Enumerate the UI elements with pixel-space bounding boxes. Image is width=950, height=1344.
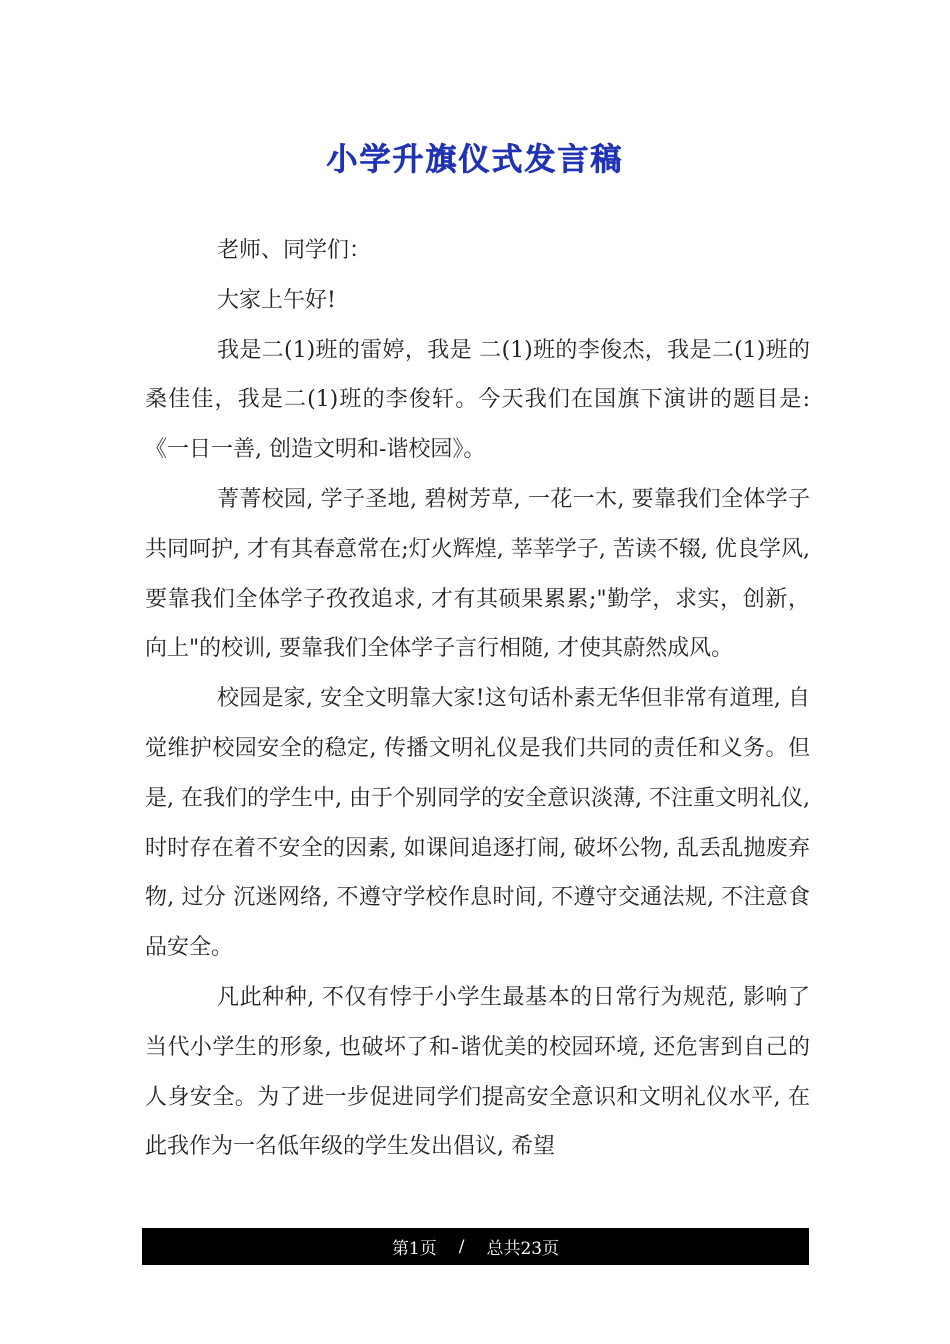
paragraph-introduction: 我是二(1)班的雷婷，我是 二(1)班的李俊杰，我是二(1)班的桑佳佳，我是二(1)班的李俊轩。今天我们在国旗下演讲的题目是:《一日一善, 创造文明和-谐校园》。: [145, 337, 810, 463]
paragraph-greeting: 老师、同学们：: [217, 238, 372, 263]
paragraph-salutation: 大家上午好!: [217, 287, 336, 313]
document-title: 小学升旗仪式发言稿: [326, 142, 624, 178]
page-total: 总共23页: [486, 1239, 560, 1259]
paragraph-safety: 校园是家, 安全文明靠大家!这句话朴素无华但非常有道理, 自觉维护校园安全的稳定, 传播文明礼仪是我们共同的责任和义务。但是, 在我们的学生中, 由于个别同学的安全意识淡薄, 不注重文明礼仪, 时时存在着不安全的因素, 如课间追逐打闹, 破坏公物, 乱丢乱抛废弃物, 过分 沉迷网络, 不遵守学校作息时间, 不遵守交通法规, 不注意食品安全。: [145, 686, 810, 961]
page-number: 第1页: [391, 1239, 437, 1259]
page-footer: [142, 1228, 809, 1265]
page-separator: /: [458, 1236, 465, 1257]
document-body: [145, 226, 810, 1172]
paragraph-proposal: 凡此种种, 不仅有悖于小学生最基本的日常行为规范, 影响了当代小学生的形象, 也破坏了和-谐优美的校园环境, 还危害到自己的人身安全。为了进一步促进同学们提高安全意识和文明礼仪水平, 在此我作为一名低年级的学生发出倡议, 希望: [145, 984, 810, 1160]
paragraph-campus: 菁菁校园, 学子圣地, 碧树芳草, 一花一木, 要靠我们全体学子共同呵护, 才有其春意常在;灯火辉煌, 莘莘学子, 苦读不辍, 优良学风, 要靠我们全体学子孜孜追求, 才有其硕果累累;"勤学，求实，创新，向上"的校训, 要靠我们全体学子言行相随, 才使其蔚然成风。: [145, 486, 810, 662]
